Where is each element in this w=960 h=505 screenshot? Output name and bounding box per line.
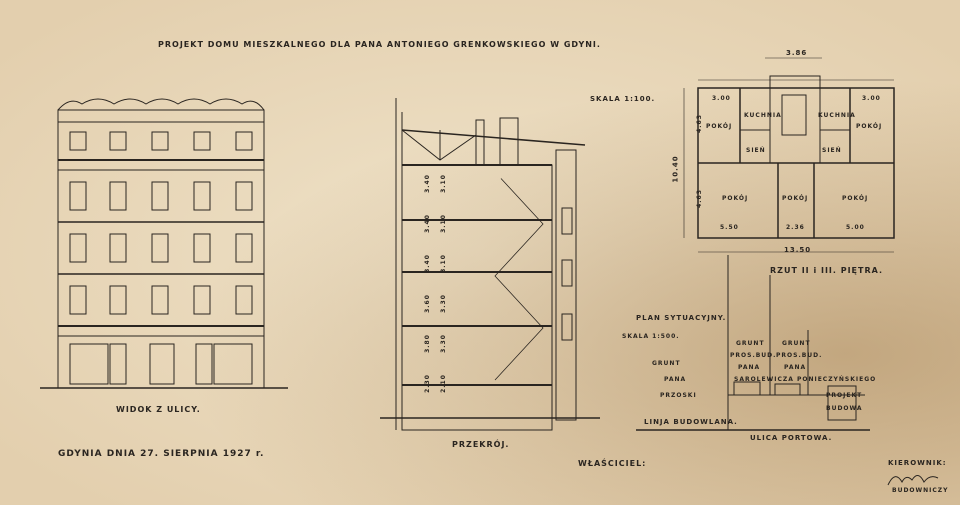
plan-upper-width-2: 3.00: [862, 95, 881, 102]
section-height-label: 3.40: [423, 174, 431, 193]
room-label-sien-2: SIEŃ: [822, 147, 842, 154]
date-line: GDYNIA DNIA 27. SIERPNIA 1927 r.: [58, 449, 265, 459]
site-street: ULICA PORTOWA.: [750, 434, 833, 442]
section-height-label: 3.40: [423, 214, 431, 233]
section-height-label: 3.10: [439, 174, 447, 193]
room-label-sien-1: SIEŃ: [746, 147, 766, 154]
site-pros1-3: PANA: [738, 364, 761, 371]
section-height-label: 3.10: [439, 214, 447, 233]
room-label-pokoj-2: POKÓJ: [856, 123, 883, 130]
section-height-label: 3.30: [439, 294, 447, 313]
plan-overall-width: 13.50: [784, 246, 812, 254]
site-pros2-1: GRUNT: [782, 340, 811, 347]
plan-width-2: 2.36: [786, 224, 805, 231]
section-caption: PRZEKRÓJ.: [452, 440, 510, 449]
plan-width-1: 5.50: [720, 224, 739, 231]
owner-label: WŁAŚCICIEL:: [578, 459, 647, 468]
room-label-pokoj-4: POKÓJ: [782, 195, 809, 202]
site-projekt-2: BUDOWA: [826, 405, 863, 412]
site-grunt-1: GRUNT: [652, 360, 681, 367]
section-height-label: 3.60: [423, 294, 431, 313]
section-height-label: 3.80: [423, 334, 431, 353]
section-height-label: 3.40: [423, 254, 431, 273]
site-owners: SAROLEWICZA PONIECZYŃSKIEGO: [734, 376, 877, 383]
site-pros2-2: PROS.BUD.: [776, 352, 823, 359]
plan-overall-depth: 10.40: [671, 155, 680, 183]
section-height-label: 2.10: [439, 374, 447, 393]
site-linia: LINJA BUDOWLANA.: [644, 418, 738, 426]
drawing-title: PROJEKT DOMU MIESZKALNEGO DLA PANA ANTONIEGO GRENKOWSKIEGO W GDYNI.: [158, 40, 601, 49]
plan-depth-1: 4.63: [695, 114, 703, 133]
plan-top-dim: 3.86: [786, 49, 808, 57]
section-height-label: 3.10: [439, 254, 447, 273]
room-label-kuchnia-2: KUCHNIA: [818, 112, 856, 119]
site-grunt-2: PANA: [664, 376, 687, 383]
plan-caption: RZUT II i III. PIĘTRA.: [770, 266, 884, 275]
site-pros2-3: PANA: [784, 364, 807, 371]
manager-sub: BUDOWNICZY: [892, 487, 949, 494]
section-height-label: 2.30: [423, 374, 431, 393]
room-label-pokoj-3: POKÓJ: [722, 195, 749, 202]
site-scale: SKALA 1:500.: [622, 333, 680, 340]
site-title: PLAN SYTUACYJNY.: [636, 314, 727, 322]
section-height-label: 3.30: [439, 334, 447, 353]
plan-scale: SKALA 1:100.: [590, 95, 656, 103]
room-label-pokoj-5: POKÓJ: [842, 195, 869, 202]
facade-caption: WIDOK Z ULICY.: [116, 405, 201, 414]
room-label-pokoj-1: POKÓJ: [706, 123, 733, 130]
plan-depth-2: 4.63: [695, 189, 703, 208]
site-grunt-3: PRZOSKI: [660, 392, 697, 399]
plan-width-3: 5.00: [846, 224, 865, 231]
room-label-kuchnia-1: KUCHNIA: [744, 112, 782, 119]
site-projekt-1: PROJEKT: [826, 392, 863, 399]
site-pros1-2: PROS.BUD.: [730, 352, 777, 359]
plan-upper-width-1: 3.00: [712, 95, 731, 102]
site-pros1-1: GRUNT: [736, 340, 765, 347]
manager-label: KIEROWNIK:: [888, 459, 947, 467]
